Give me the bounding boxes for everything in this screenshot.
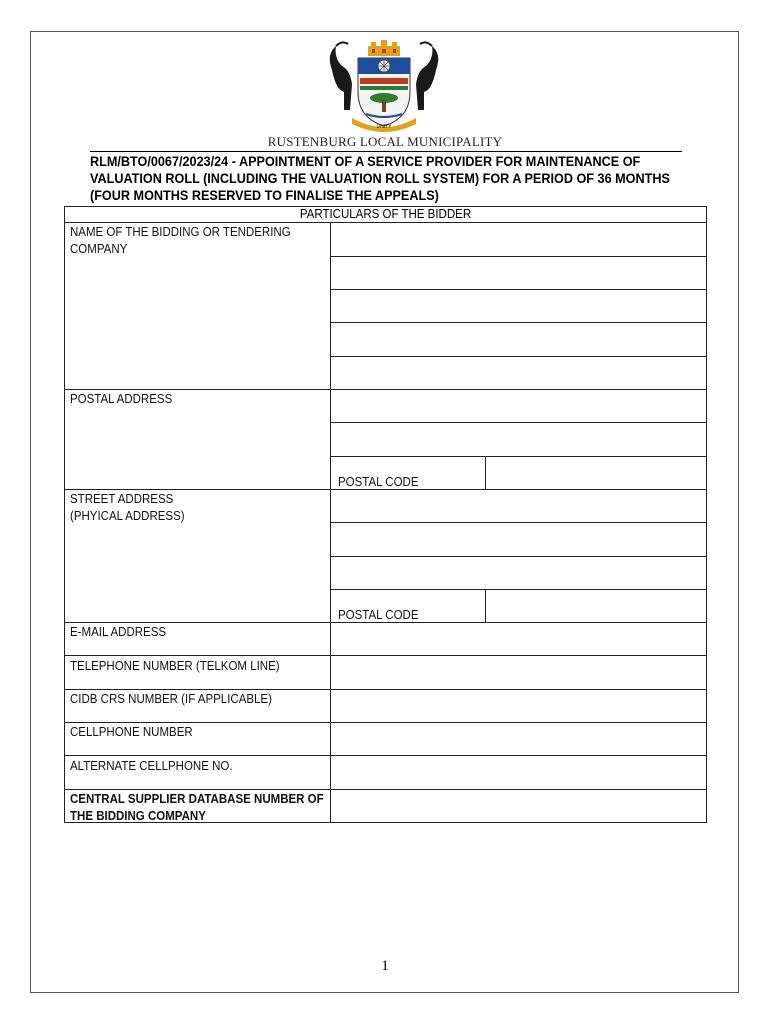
email-label: E-MAIL ADDRESS xyxy=(70,625,167,639)
postal-code-label: POSTAL CODE xyxy=(338,475,419,489)
table-heading: PARTICULARS OF THE BIDDER xyxy=(299,207,472,221)
csd-label-line-1: CENTRAL SUPPLIER DATABASE NUMBER OF xyxy=(70,792,324,806)
street-address-line[interactable] xyxy=(330,522,707,523)
row-divider xyxy=(64,655,707,656)
tender-title-line-2: VALUATION ROLL (INCLUDING THE VALUATION ROLL SYSTEM) FOR A PERIOD OF 36 MONTHS xyxy=(90,171,670,186)
company-name-line[interactable] xyxy=(330,256,707,257)
municipal-crest-logo xyxy=(322,40,446,136)
row-divider xyxy=(64,789,707,790)
company-name-label xyxy=(70,224,291,258)
postal-address-line[interactable] xyxy=(330,456,707,457)
header-divider xyxy=(90,151,682,152)
divider xyxy=(330,222,707,223)
company-name-line[interactable] xyxy=(330,289,707,290)
company-name-line[interactable] xyxy=(330,356,707,357)
street-address-line[interactable] xyxy=(330,556,707,557)
page-number: 1 xyxy=(381,958,389,974)
postal-code-divider xyxy=(485,589,486,622)
row-divider xyxy=(64,755,707,756)
cidb-label: CIDB CRS NUMBER (IF APPLICABLE) xyxy=(70,692,272,706)
csd-label-line-2: THE BIDDING COMPANY xyxy=(70,809,206,823)
company-name-label-line-2: COMPANY xyxy=(70,242,128,256)
street-address-label-line-1: STREET ADDRESS xyxy=(70,492,174,506)
company-name-line[interactable] xyxy=(330,322,707,323)
street-address-label-line-2: (PHYICAL ADDRESS) xyxy=(70,509,185,523)
crest-motto: UNITY xyxy=(376,124,392,130)
postal-address-label: POSTAL ADDRESS xyxy=(70,392,173,406)
postal-address-line[interactable] xyxy=(330,422,707,423)
cellphone-label: CELLPHONE NUMBER xyxy=(70,725,193,739)
csd-label xyxy=(70,791,324,825)
divider xyxy=(64,222,330,223)
telephone-label: TELEPHONE NUMBER (TELKOM LINE) xyxy=(70,659,280,673)
municipality-name: RUSTENBURG LOCAL MUNICIPALITY xyxy=(267,134,503,149)
row-divider xyxy=(64,689,707,690)
postal-code-divider xyxy=(485,456,486,489)
row-divider xyxy=(64,389,707,390)
street-address-line[interactable] xyxy=(330,589,707,590)
tender-title-line-1: RLM/BTO/0067/2023/24 - APPOINTMENT OF A SERVICE PROVIDER FOR MAINTENANCE OF xyxy=(90,154,641,169)
tender-title xyxy=(90,153,670,204)
street-address-label xyxy=(70,491,185,525)
postal-code-label: POSTAL CODE xyxy=(338,608,419,622)
row-divider xyxy=(64,722,707,723)
company-name-label-line-1: NAME OF THE BIDDING OR TENDERING xyxy=(70,225,291,239)
alt-cellphone-label: ALTERNATE CELLPHONE NO. xyxy=(70,759,233,773)
tender-title-line-3: (FOUR MONTHS RESERVED TO FINALISE THE APPEALS) xyxy=(90,188,439,203)
